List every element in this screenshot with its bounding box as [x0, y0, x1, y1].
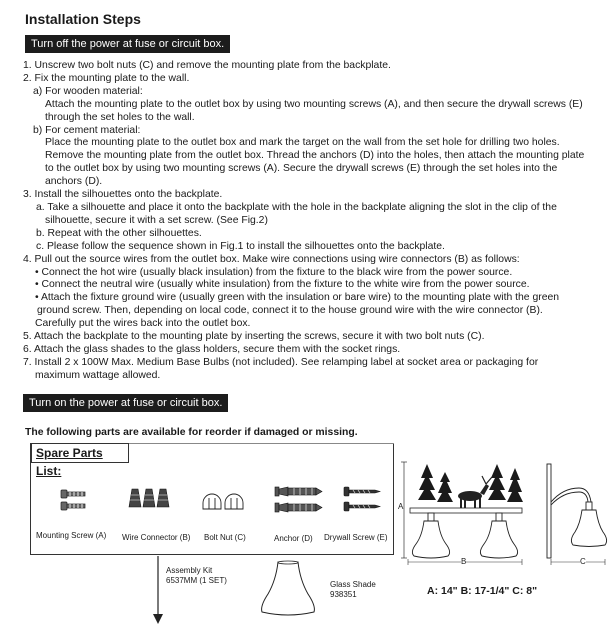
step-line: c. Please follow the sequence shown in Fig.1 to install the silhouettes onto the backplate. — [36, 240, 445, 252]
spare-parts-box — [30, 443, 394, 555]
step-line: Place the mounting plate to the outlet box and mark the target on the wall from the set hole for drilling two holes. — [45, 137, 560, 149]
step-line: 1. Unscrew two bolt nuts (C) and remove the mounting plate from the backplate. — [23, 60, 391, 71]
page-title: Installation Steps — [25, 11, 141, 27]
step-line: 7. Install 2 x 100W Max. Medium Base Bulbs (not included). See relamping label at socket area or packaging for — [23, 356, 539, 368]
fixture-side-view-icon — [543, 462, 613, 572]
step-line: maximum wattage allowed. — [35, 369, 161, 381]
step-line: Attach the mounting plate to the outlet box by using two mounting screws (A), and then secure the drywall screws (E) — [45, 98, 583, 110]
power-off-banner: Turn off the power at fuse or circuit box. — [25, 35, 230, 53]
wire-connector-icon — [127, 485, 171, 509]
step-line: Remove the mounting plate from the outlet box. Thread the anchors (D) into the holes, then attach the mounting plate — [45, 150, 585, 162]
part-label-mounting-screw: Mounting Screw (A) — [36, 531, 107, 540]
glass-shade-icon — [258, 560, 318, 616]
dimension-label-b: B — [461, 557, 467, 566]
step-line: 6. Attach the glass shades to the glass holders, secure them with the socket rings. — [23, 343, 401, 355]
part-label-drywall-screw: Drywall Screw (E) — [324, 533, 388, 542]
step-line: 5. Attach the backplate to the mounting plate by inserting the screws, secure it with two bolt nuts (C). — [23, 331, 485, 343]
assembly-kit-line2: 6537MM (1 SET) — [166, 576, 227, 585]
dimensions-summary: A: 14" B: 17-1/4" C: 8" — [427, 585, 538, 597]
step-line: 3. Install the silhouettes onto the backplate. — [23, 189, 223, 201]
power-on-banner: Turn on the power at fuse or circuit box. — [23, 394, 228, 412]
anchor-icon — [274, 483, 324, 517]
reorder-note: The following parts are available for reorder if damaged or missing. — [25, 427, 358, 438]
bolt-nut-icon — [201, 493, 247, 511]
glass-shade-line1: Glass Shade — [330, 580, 376, 589]
part-label-anchor: Anchor (D) — [274, 534, 313, 543]
assembly-kit-line1: Assembly Kit — [166, 566, 213, 575]
glass-shade-line2: 938351 — [330, 590, 357, 599]
step-line: to the outlet box by using two mounting screws (A). Secure the drywall screws (E) through the set holes into the — [45, 163, 558, 175]
part-label-wire-connector: Wire Connector (B) — [122, 533, 191, 542]
step-line: anchors (D). — [45, 176, 103, 188]
step-line: ground screw. Then, depending on local code, connect it to the house ground wire with the wire connector (B). — [37, 305, 543, 317]
step-line: Carefully put the wires back into the outlet box. — [35, 318, 251, 330]
step-line: 2. Fix the mounting plate to the wall. — [23, 72, 190, 84]
spare-box-top-line — [128, 443, 394, 444]
spare-parts-title: Spare Parts List: — [31, 443, 129, 463]
drywall-screw-icon — [343, 485, 381, 515]
dimension-label-c: C — [580, 557, 586, 566]
fixture-front-view-icon — [400, 460, 532, 570]
step-line: silhouette, secure it with a set screw. (See Fig.2) — [45, 214, 268, 226]
step-line: 4. Pull out the source wires from the outlet box. Make wire connections using wire connectors (B) as follows: — [23, 253, 520, 265]
glass-shade-label — [330, 580, 376, 600]
step-line: through the set holes to the wall. — [45, 111, 195, 123]
step-line: • Attach the fixture ground wire (usually green with the insulation or bare wire) to the mounting plate with the green — [35, 292, 560, 304]
step-line: a. Take a silhouette and place it onto the backplate with the hole in the backplate aligning the slot in the clip of the — [36, 201, 557, 213]
assembly-kit-label — [166, 566, 227, 586]
step-line: • Connect the hot wire (usually black insulation) from the fixture to the black wire from the power source. — [35, 266, 513, 278]
mounting-screw-icon — [59, 487, 87, 515]
part-label-bolt-nut: Bolt Nut (C) — [204, 533, 246, 542]
step-line: b) For cement material: — [33, 124, 141, 136]
step-line: • Connect the neutral wire (usually white insulation) from the fixture to the white wire from the power source. — [35, 279, 530, 291]
assembly-kit-arrow-icon — [152, 556, 164, 626]
dimension-label-a: A — [398, 502, 404, 511]
installation-steps — [23, 60, 608, 383]
step-line: b. Repeat with the other silhouettes. — [36, 227, 202, 239]
step-line: a) For wooden material: — [33, 85, 143, 97]
